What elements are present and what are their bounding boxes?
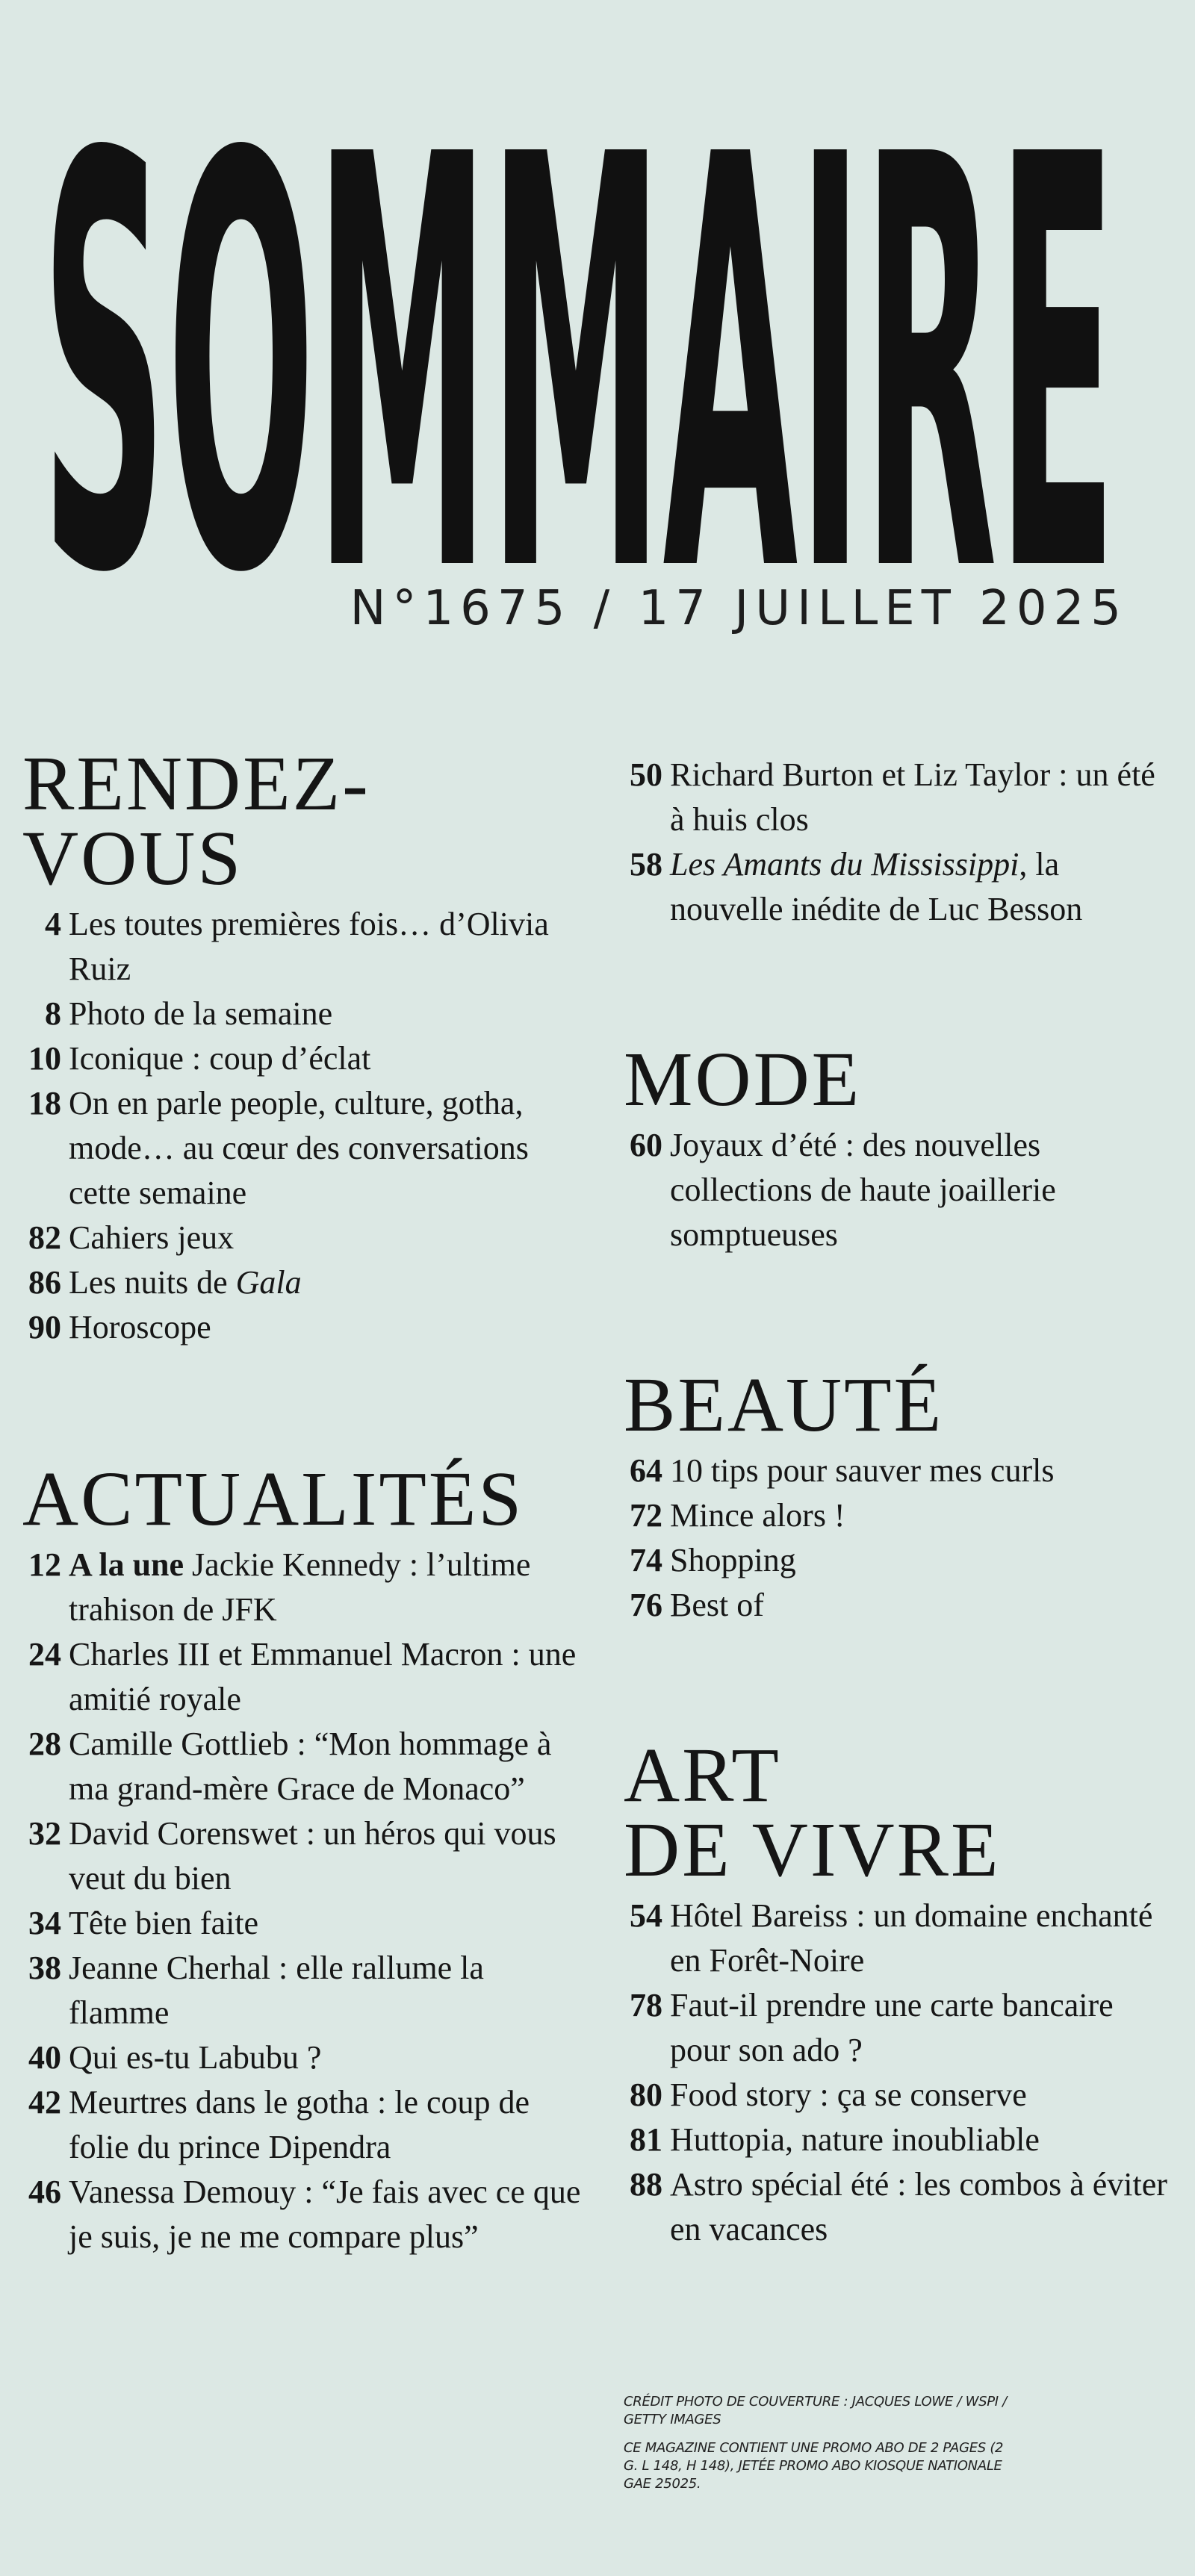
entry-text-italic: Les Amants du Mississippi [670,846,1019,883]
entry-text-italic: Gala [235,1264,302,1301]
page-number: 10 [28,1040,61,1077]
page-number: 80 [630,2076,662,2113]
page-number: 78 [630,1987,662,2023]
page-number: 86 [28,1264,61,1301]
section-spacer [624,932,1176,1042]
beaute-list [624,1449,1176,1628]
entry-text: Camille Gottlieb : “Mon hommage à ma grand-mère Grace de Monaco” [69,1726,552,1807]
toc-entry[interactable] [624,1538,1176,1583]
page-number: 74 [630,1542,662,1578]
toc-entry[interactable] [22,1260,590,1305]
toc-entry[interactable] [22,2170,590,2259]
entry-text: Cahiers jeux [69,1219,235,1256]
page-number: 24 [28,1636,61,1673]
page-number: 76 [630,1587,662,1623]
toc-entry[interactable] [22,1036,590,1081]
entry-text: Photo de la semaine [69,995,333,1032]
page-number: 38 [28,1950,61,1986]
entry-text: On en parle people, culture, gotha, mode… au cœur des conversations cette semaine [69,1085,529,1211]
toc-entry[interactable] [22,1632,590,1722]
page-number: 12 [28,1546,61,1583]
section-title-mode: MODE [624,1036,862,1122]
toc-entry[interactable] [22,1543,590,1632]
entry-text-bold: A la une [69,1546,184,1583]
entry-text: Les toutes premières fois… d’Olivia Ruiz [69,906,549,987]
toc-entry[interactable] [624,753,1176,842]
entry-text: Qui es-tu Labubu ? [69,2039,322,2076]
entry-text: Mince alors ! [670,1497,845,1534]
entry-text-plain: , la nouvelle inédite de Luc Besson [670,846,1083,927]
issue-line: N°1675 / 17 JUILLET 2025 [350,581,1128,636]
section-title-actualites: ACTUALITÉS [22,1456,524,1542]
toc-entry[interactable] [22,992,590,1036]
page-number: 64 [630,1452,662,1489]
entry-text: Best of [670,1587,764,1623]
right-column [624,753,1176,2252]
entry-text: Food story : ça se conserve [670,2076,1027,2113]
page-number: 34 [28,1905,61,1941]
toc-entry[interactable] [624,1894,1176,1983]
art-de-vivre-list [624,1894,1176,2252]
page-number: 46 [28,2174,61,2210]
section-spacer [624,1257,1176,1368]
entry-text: Joyaux d’été : des nouvelles collections de haute joaillerie somptueuses [670,1127,1056,1253]
toc-entry[interactable] [22,2035,590,2080]
page-number: 54 [630,1897,662,1934]
actualites-list [22,1543,590,2259]
entry-text: Hôtel Bareiss : un domaine enchanté en Forêt-Noire [670,1897,1153,1979]
page-number: 81 [630,2121,662,2158]
page-number: 60 [630,1127,662,1163]
page-number: 82 [28,1219,61,1256]
promo-notice: CE MAGAZINE CONTIENT UNE PROMO ABO DE 2 PAGES (2 G. L 148, H 148), JETÉE PROMO ABO KIOSQUE NATIONALE GAE 25025. [624,2440,1004,2492]
page-number: 8 [45,995,61,1032]
entry-text: Charles III et Emmanuel Macron : une amitié royale [69,1636,577,1717]
toc-entry[interactable] [22,1305,590,1350]
entry-text: 10 tips pour sauver mes curls [670,1452,1055,1489]
toc-entry[interactable] [624,1493,1176,1538]
mode-list [624,1123,1176,1257]
section-title-art-de-vivre: ART DE VIVRE [624,1732,1001,1893]
entry-text-plain: Jackie Kennedy : l’ultime trahison de JFK [69,1546,531,1628]
entry-text: Faut-il prendre une carte bancaire pour son ado ? [670,1987,1114,2068]
toc-entry[interactable] [22,1081,590,1216]
entry-text: Huttopia, nature inoubliable [670,2121,1040,2158]
toc-entry[interactable] [22,1811,590,1901]
page-number: 40 [28,2039,61,2076]
entry-text [670,842,1176,932]
rendez-vous-list [22,902,590,1350]
entry-text [69,1543,590,1632]
page-number: 18 [28,1085,61,1121]
entry-text: Vanessa Demouy : “Je fais avec ce que je suis, je ne me compare plus” [69,2174,581,2255]
toc-entry[interactable] [22,1722,590,1811]
section-spacer [22,1350,590,1462]
toc-entry[interactable] [624,2073,1176,2118]
continued-list [624,753,1176,932]
page-number: 4 [45,906,61,942]
page-number: 42 [28,2084,61,2121]
page-number: 88 [630,2166,662,2203]
entry-text-plain: Les nuits de [69,1264,236,1301]
entry-text: Iconique : coup d’éclat [69,1040,371,1077]
page-number: 90 [28,1309,61,1345]
masthead-svg [41,58,1124,581]
toc-entry[interactable] [624,2162,1176,2252]
page-number: 58 [630,846,662,883]
photo-credit: CRÉDIT PHOTO DE COUVERTURE : JACQUES LOWE / WSPI / GETTY IMAGES [624,2394,1007,2427]
toc-entry[interactable] [624,1123,1176,1257]
left-column [22,741,590,2259]
toc-entry[interactable] [22,1216,590,1260]
credits [624,2393,1012,2504]
page-number: 32 [28,1815,61,1852]
entry-text: Richard Burton et Liz Taylor : un été à huis clos [670,756,1155,838]
masthead [41,58,1124,581]
entry-text: David Corenswet : un héros qui vous veut du bien [69,1815,556,1897]
section-title-rendez-vous: RENDEZ- VOUS [22,741,370,901]
entry-text: Tête bien faite [69,1905,259,1941]
toc-entry[interactable] [22,1901,590,1946]
entry-text: Horoscope [69,1309,211,1345]
page-number: 72 [630,1497,662,1534]
toc-entry[interactable] [22,1946,590,2035]
masthead-title: SOMMAIRE [41,58,1117,581]
entry-text [69,1260,590,1305]
section-spacer [624,1628,1176,1738]
toc-entry[interactable] [624,842,1176,932]
entry-text: Shopping [670,1542,796,1578]
toc-entry[interactable] [22,902,590,992]
toc-entry[interactable] [624,1983,1176,2073]
page-number: 50 [630,756,662,793]
section-title-beaute: BEAUTÉ [624,1362,944,1448]
toc-entry[interactable] [624,1583,1176,1628]
toc-entry[interactable] [624,1449,1176,1493]
entry-text: Meurtres dans le gotha : le coup de folie du prince Dipendra [69,2084,530,2165]
toc-entry[interactable] [22,2080,590,2170]
page-number: 28 [28,1726,61,1762]
entry-text: Astro spécial été : les combos à éviter en vacances [670,2166,1167,2247]
toc-entry[interactable] [624,2118,1176,2162]
entry-text: Jeanne Cherhal : elle rallume la flamme [69,1950,484,2031]
